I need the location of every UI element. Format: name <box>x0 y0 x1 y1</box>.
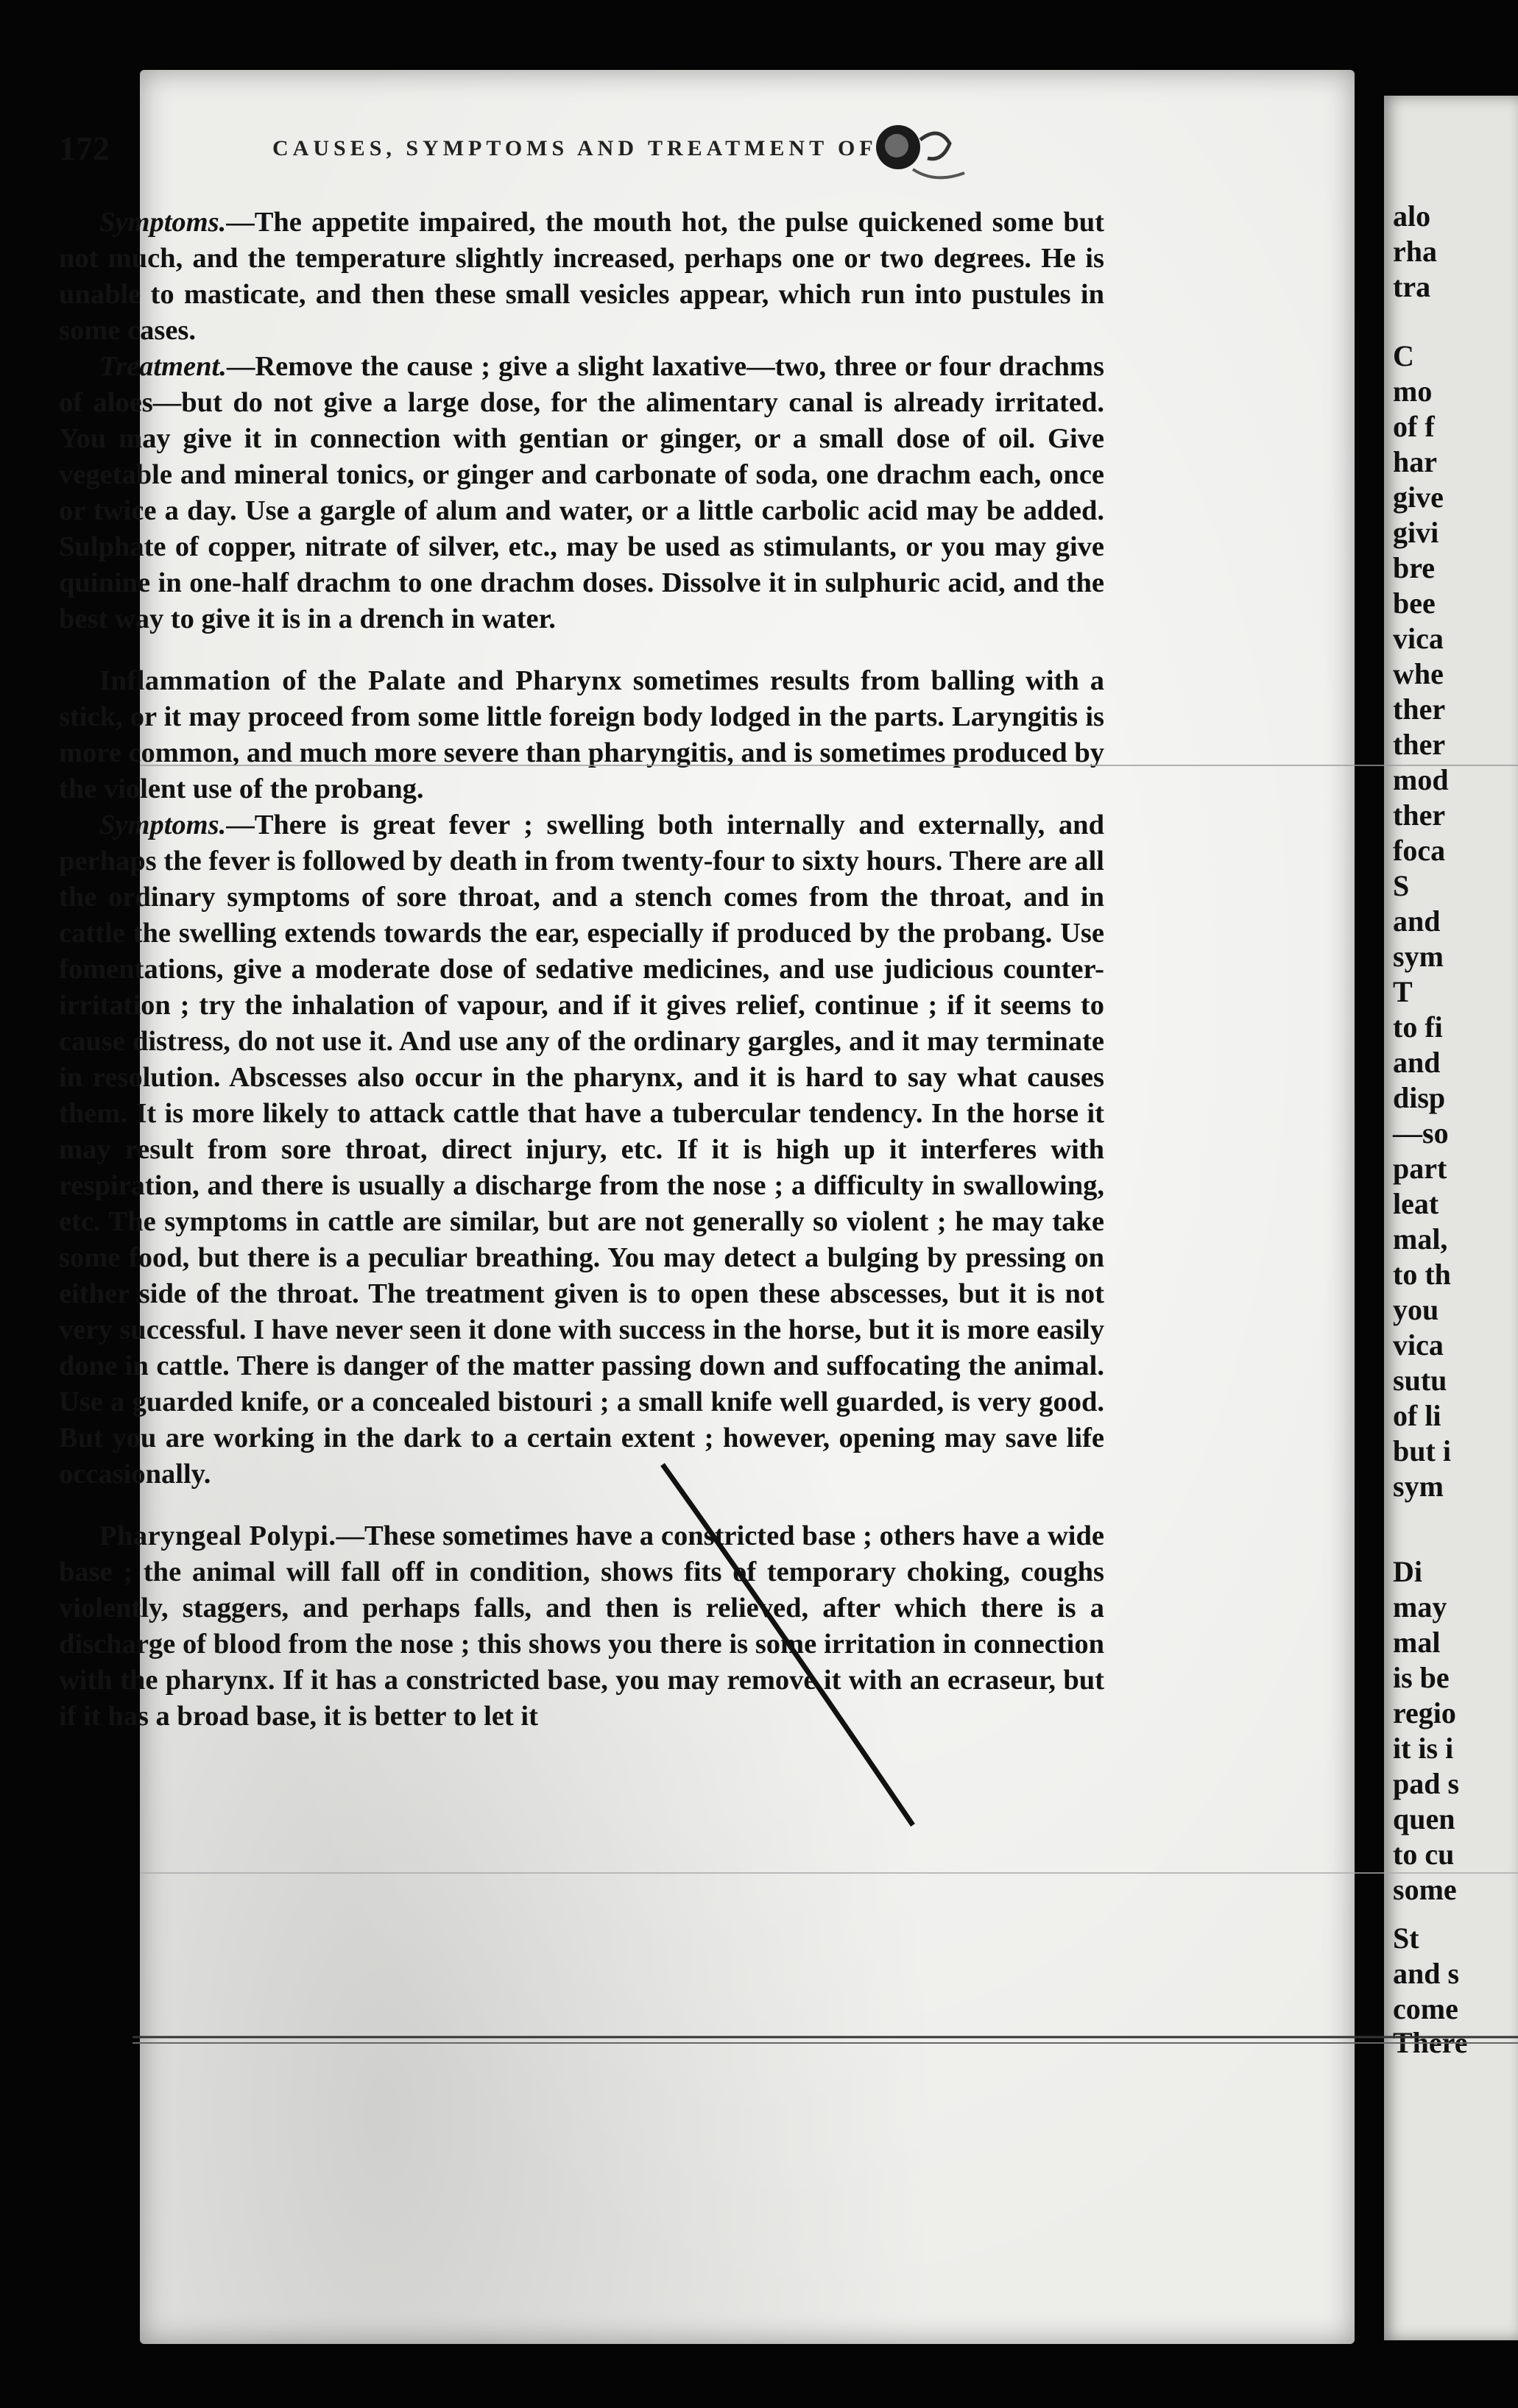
adjacent-page-fragment: you <box>1393 1293 1439 1326</box>
adjacent-page-fragment: mod <box>1393 763 1449 796</box>
adjacent-page-fragment: and <box>1393 1046 1441 1079</box>
page-number: 172 <box>59 130 110 167</box>
section-heading: Pharyngeal Polypi. <box>99 1520 336 1551</box>
adjacent-page-fragment: St <box>1393 1922 1419 1955</box>
page-header <box>59 129 1200 173</box>
adjacent-page-fragment: and <box>1393 904 1441 938</box>
adjacent-page-fragment: There <box>1393 2026 1468 2059</box>
adjacent-page-fragment: alo <box>1393 199 1431 233</box>
adjacent-page-fragment: of f <box>1393 410 1435 443</box>
adjacent-page-fragment: givi <box>1393 516 1439 549</box>
adjacent-page-fragment: disp <box>1393 1081 1446 1114</box>
adjacent-page-fragment: —so <box>1393 1116 1449 1150</box>
adjacent-page-fragment: C <box>1393 339 1414 372</box>
paragraph-lead: Symptoms. <box>99 810 227 840</box>
adjacent-page-fragment: vica <box>1393 622 1444 655</box>
paragraph-text: —These sometimes have a constricted base ; others have a wide base ; the animal will fall off in condition, shows fits of temporary choking, coughs violently, staggers, and perhaps falls, and then is relieved, after which there is a discharge of blood from the nose ; this shows you there is some irritation in connection with the pharynx. If it has a constricted base, you may remove it with an ecraseur, but if it has a broad base, it is better to let it <box>59 1520 1104 1732</box>
adjacent-page-fragment: to cu <box>1393 1838 1455 1871</box>
adjacent-page-fragment: sym <box>1393 1470 1444 1503</box>
adjacent-page-fragment: part <box>1393 1152 1447 1185</box>
running-title: CAUSES, SYMPTOMS AND TREATMENT OF <box>272 136 878 160</box>
paragraph-text: —There is great fever ; swelling both internally and externally, and perhaps the fever is followed by death in from twenty-four to sixty hours. There are all the ordinary symptoms of sore throat, and a stench comes from the throat, and in cattle the swelling extends towards the ear, especially if produced by the probang. Use fomentations, give a moderate dose of sedative medicines, and use judicious counter-irritation ; try the inhalation of vapour, and if it gives relief, continue ; if it seems to cause distress, do not use it. And use any of the ordinary gargles, and it may terminate in resolution. Abscesses also occur in the pharynx, and it is hard to say what causes them. It is more likely to attack cattle that have a tubercular tendency. In the horse it may result from sore throat, direct injury, etc. If it is high up it interferes with respiration, and there is usually a discharge from the nose ; a difficulty in swallowing, etc. The symptoms in cattle are similar, but are not generally so violent ; he may take some food, but there is a peculiar breathing. You may detect a bulging by pressing on either side of the throat. The treatment given is to open these abscesses, but it is not very successful. I have never seen it done with success in the horse, but it is more easily done in cattle. There is danger of the matter passing down and suffocating the animal. Use a guarded knife, or a concealed bistouri ; a small knife well guarded, is very good. But you are working in the dark to a certain extent ; however, opening may save life occasionally. <box>59 810 1104 1490</box>
paragraph-lead: Treatment. <box>99 351 227 382</box>
adjacent-page-fragment: vica <box>1393 1328 1444 1361</box>
adjacent-page-fragment: is be <box>1393 1661 1450 1694</box>
paragraph-inflammation <box>59 663 1104 807</box>
adjacent-page-fragment: Di <box>1393 1555 1422 1588</box>
paragraph-text: sometimes results from balling with a stick, or it may proceed from some little foreign body lodged in the parts. Laryngitis is more common, and much more severe than pharyngitis, and is sometimes produced by the violent use of the probang. <box>59 665 1105 804</box>
adjacent-page-fragment: to th <box>1393 1258 1451 1291</box>
adjacent-page-fragment: it is i <box>1393 1732 1454 1765</box>
adjacent-page-fragment: ther <box>1393 693 1446 726</box>
adjacent-page-fragment: bre <box>1393 551 1436 584</box>
paragraph-text: —The appetite impaired, the mouth hot, the pulse quickened some but not much, and the temperature slightly increased, perhaps one or two degrees. He is unable to masticate, and then these small vesicles appear, which run into pustules in some cases. <box>59 207 1104 346</box>
adjacent-page-fragment: pad s <box>1393 1767 1460 1800</box>
adjacent-page-fragment: ther <box>1393 798 1446 832</box>
adjacent-page-fragment: regio <box>1393 1696 1456 1729</box>
adjacent-page-fragment: har <box>1393 445 1437 478</box>
section-heading: Inflammation of the Palate and Pharynx <box>99 665 622 696</box>
adjacent-page-fragment: leat <box>1393 1187 1439 1220</box>
adjacent-page-fragment: rha <box>1393 235 1437 268</box>
adjacent-page-fragment: T <box>1393 975 1413 1008</box>
adjacent-page-fragment: may <box>1393 1590 1447 1623</box>
adjacent-page-fragment: but i <box>1393 1434 1451 1467</box>
adjacent-page-fragment: foca <box>1393 834 1446 867</box>
page-body <box>59 205 1104 1735</box>
paragraph-text: —Remove the cause ; give a slight laxative—two, three or four drachms of aloes—but do not give a large dose, for the alimentary canal is already irritated. You may give it in connection with gentian or ginger, or a small dose of oil. Give vegetable and mineral tonics, or ginger and carbonate of soda, one drachm each, once or twice a day. Use a gargle of alum and water, or a little carbolic acid may be added. Sulphate of copper, nitrate of silver, etc., may be used as stimulants, or you may give quinine in one-half drachm to one drachm doses. Dissolve it in sulphuric acid, and the best way to give it is in a drench in water. <box>59 351 1104 634</box>
adjacent-page-fragment: sutu <box>1393 1364 1447 1397</box>
adjacent-page-fragment: whe <box>1393 657 1444 690</box>
adjacent-page-fragment: tra <box>1393 270 1431 303</box>
adjacent-page-fragment: and s <box>1393 1957 1460 1990</box>
adjacent-page-fragment: give <box>1393 481 1444 514</box>
paragraph-polypi <box>59 1518 1104 1735</box>
paragraph-symptoms-2 <box>59 807 1104 1492</box>
adjacent-page <box>1384 96 1518 2340</box>
adjacent-page-fragment: mal <box>1393 1626 1441 1659</box>
adjacent-page-fragment: to fi <box>1393 1010 1443 1044</box>
adjacent-page-fragment: come <box>1393 1992 1458 2025</box>
adjacent-page-fragment: mal, <box>1393 1222 1448 1256</box>
adjacent-page-fragment: some <box>1393 1873 1457 1906</box>
paragraph-symptoms-1 <box>59 205 1104 349</box>
adjacent-page-fragment: bee <box>1393 587 1436 620</box>
adjacent-page-fragment: of li <box>1393 1399 1441 1432</box>
adjacent-page-fragment: quen <box>1393 1802 1455 1835</box>
adjacent-page-fragment: ther <box>1393 728 1446 761</box>
paragraph-treatment <box>59 349 1104 637</box>
adjacent-page-fragment: mo <box>1393 375 1433 408</box>
paragraph-lead: Symptoms. <box>99 207 227 238</box>
adjacent-page-fragment: sym <box>1393 940 1444 973</box>
adjacent-page-fragment: S <box>1393 869 1410 902</box>
